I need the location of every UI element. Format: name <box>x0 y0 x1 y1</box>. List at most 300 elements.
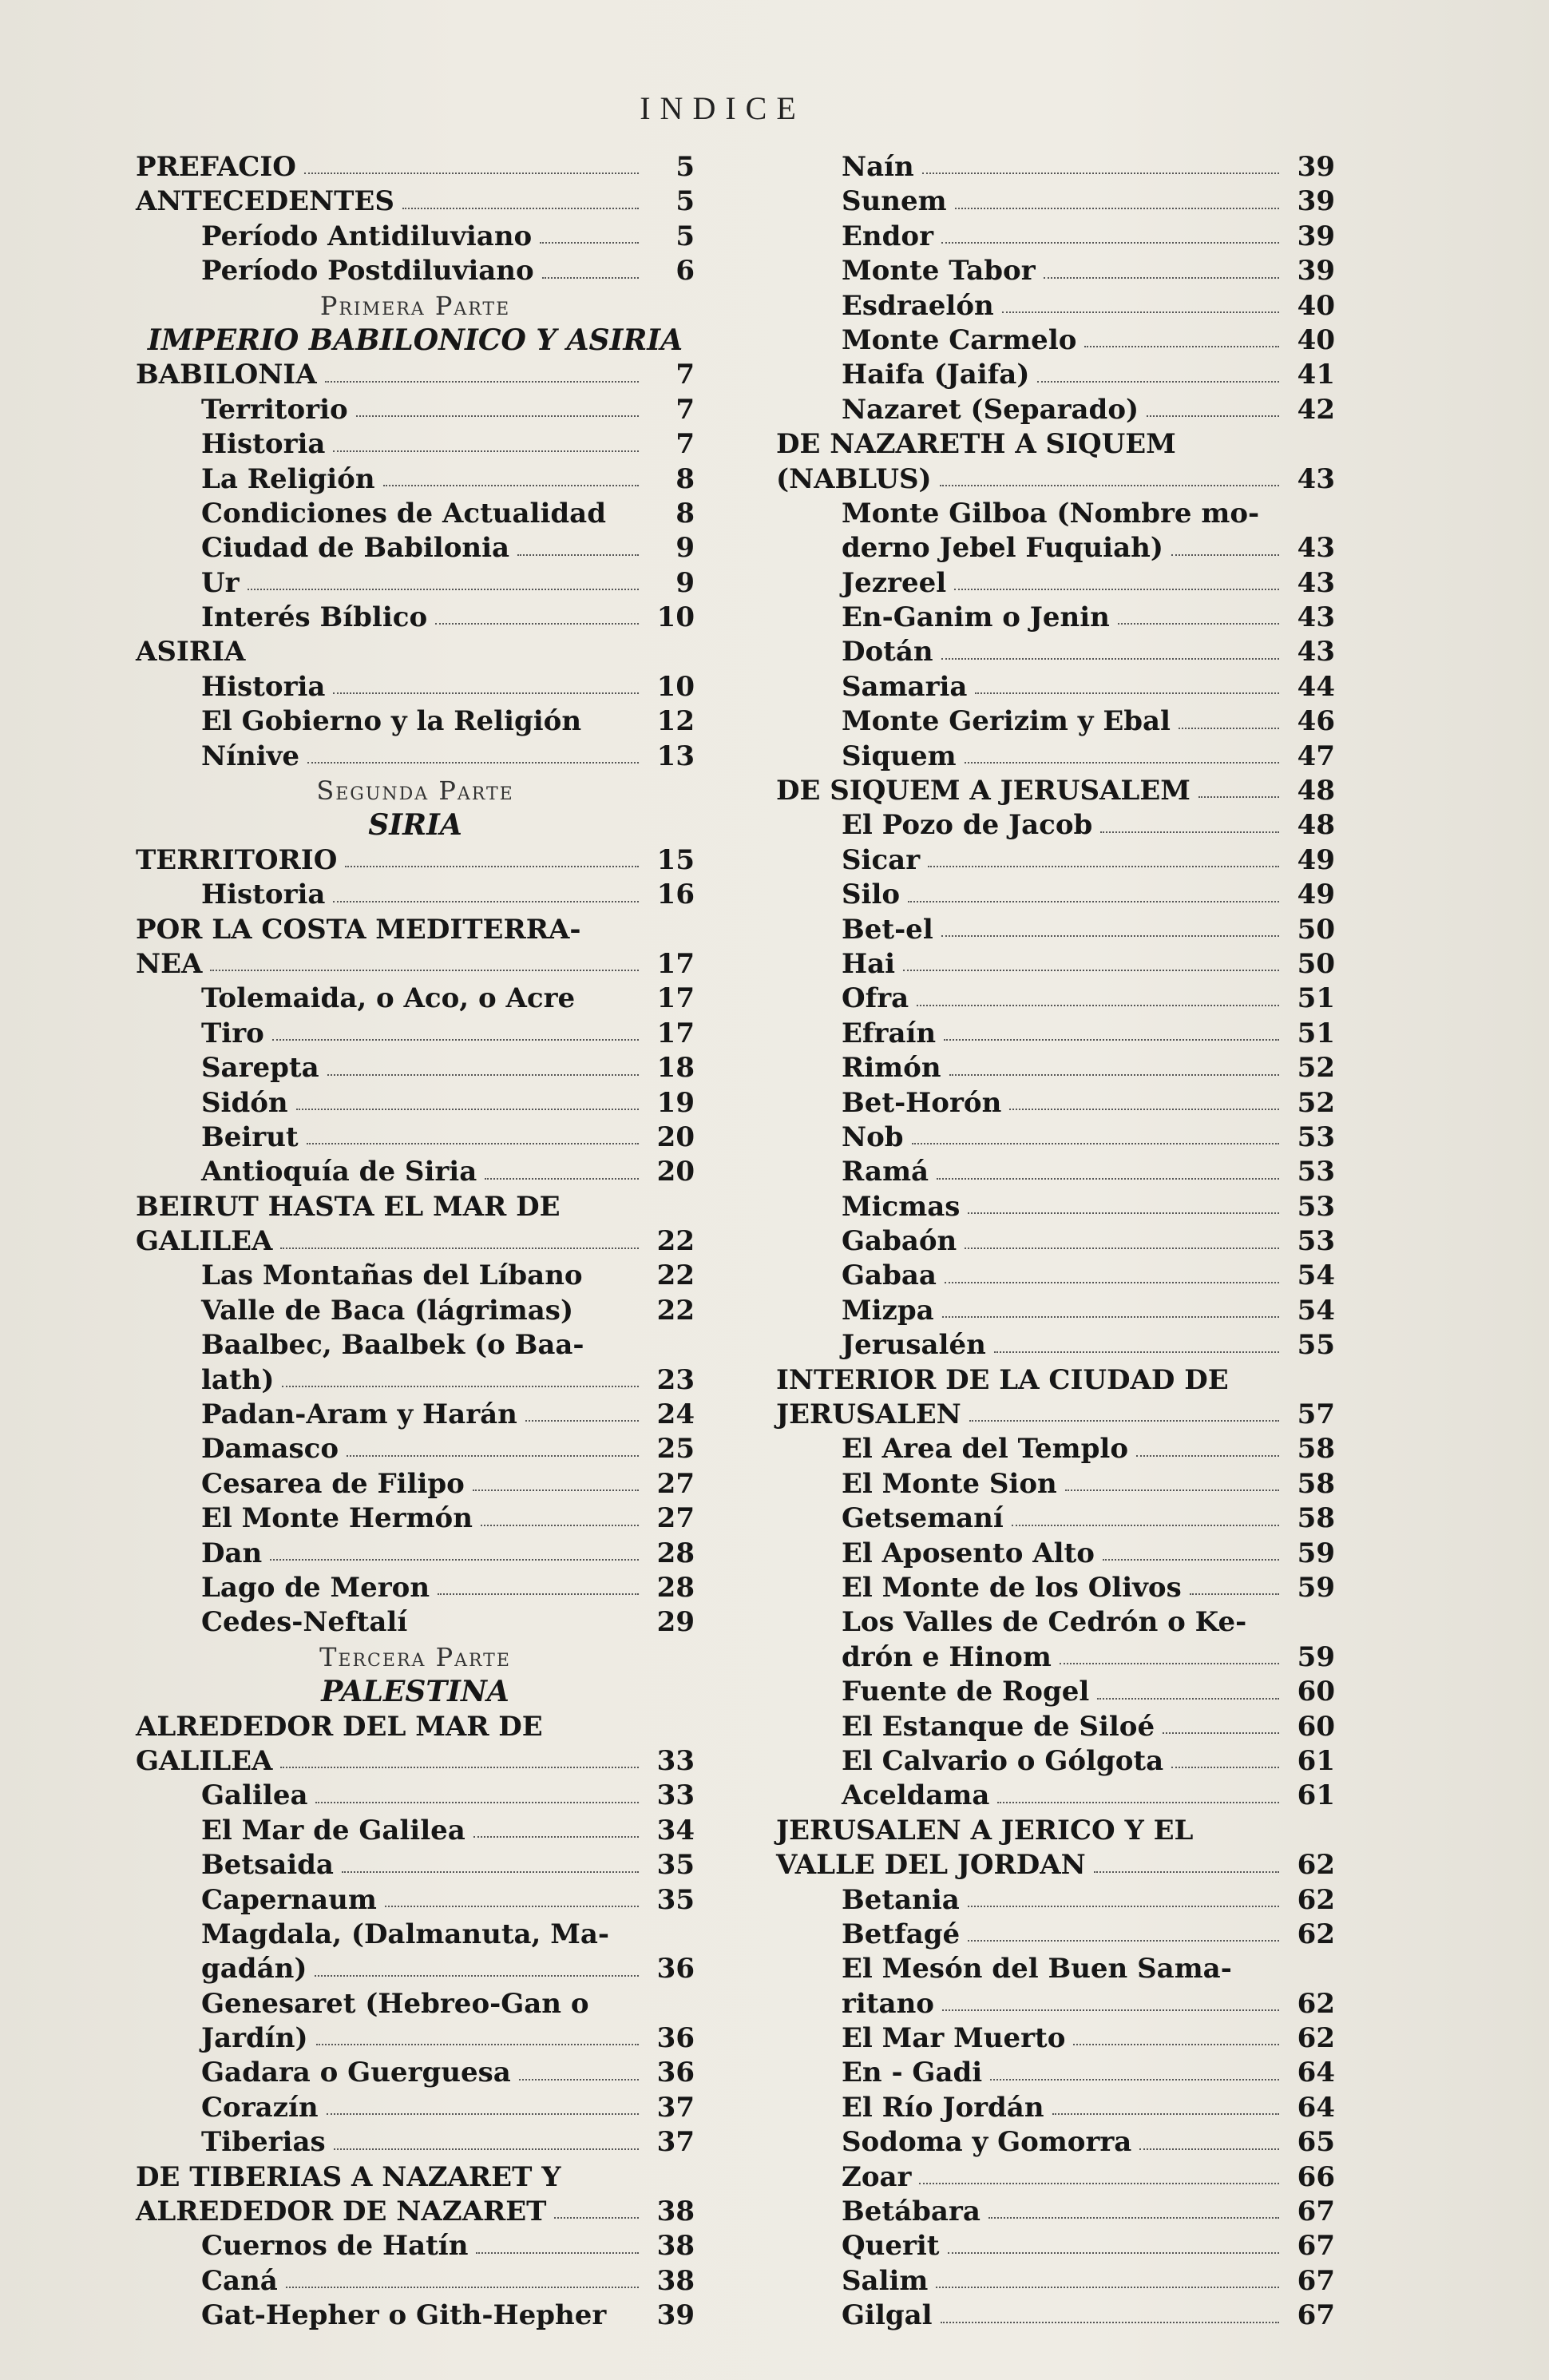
index-entry <box>776 1121 1335 1155</box>
entry-label: El Calvario o Gólgota <box>842 1744 1164 1777</box>
entry-label: Jardín) <box>201 2022 308 2055</box>
index-entry <box>776 2091 1335 2125</box>
dot-leader <box>345 866 639 867</box>
entry-label: BEIRUT HASTA EL MAR DE <box>136 1190 561 1223</box>
index-entry <box>776 947 1335 982</box>
index-section-heading <box>136 1190 695 1224</box>
entry-page-number: 54 <box>1297 1259 1335 1292</box>
entry-label: Haifa (Jaifa) <box>842 359 1030 391</box>
index-entry <box>776 704 1335 739</box>
entry-page-number: 62 <box>1297 1918 1335 1950</box>
part-label <box>136 289 695 323</box>
entry-label: Bet-Horón <box>842 1086 1002 1119</box>
entry-label: El Area del Templo <box>842 1433 1128 1466</box>
dot-leader <box>949 1074 1279 1076</box>
entry-label: Dan <box>201 1537 263 1569</box>
entry-label: El Mesón del Buen Sama- <box>842 1953 1232 1985</box>
dot-leader <box>333 692 639 694</box>
entry-label: Sicar <box>842 843 921 876</box>
index-section-heading <box>776 1398 1335 1432</box>
entry-page-number: 10 <box>656 670 695 703</box>
entry-label: NEA <box>136 947 203 980</box>
dot-leader <box>994 1351 1279 1353</box>
index-entry <box>776 1987 1335 2021</box>
dot-leader <box>919 2183 1279 2184</box>
entry-page-number: 10 <box>656 601 695 634</box>
entry-label: Territorio <box>201 393 348 426</box>
index-section-heading <box>136 2160 695 2195</box>
entry-label: Fuente de Rogel <box>842 1676 1090 1708</box>
dot-leader <box>965 1248 1279 1249</box>
index-entry <box>776 150 1335 184</box>
index-entry <box>776 1467 1335 1501</box>
dot-leader <box>945 1282 1279 1283</box>
entry-page-number: 17 <box>656 1017 695 1049</box>
entry-page-number: 17 <box>656 982 695 1015</box>
dot-leader <box>1163 1732 1279 1734</box>
entry-label: Endor <box>842 220 933 252</box>
entry-label: ANTECEDENTES <box>136 185 394 218</box>
dot-leader <box>385 1906 639 1907</box>
entry-label: Nob <box>842 1121 904 1153</box>
index-entry <box>776 1571 1335 1605</box>
entry-label: Caná <box>201 2264 278 2297</box>
entry-page-number: 8 <box>675 462 695 495</box>
part-title <box>136 1675 695 1709</box>
entry-label: El Gobierno y la Religión <box>201 705 582 738</box>
index-entry <box>776 843 1335 878</box>
entry-page-number: 19 <box>656 1086 695 1119</box>
dot-leader <box>315 1975 639 1977</box>
dot-leader <box>1052 2113 1279 2115</box>
entry-page-number: 5 <box>675 150 695 183</box>
index-entry <box>776 1259 1335 1294</box>
entry-label: Silo <box>842 879 901 911</box>
entry-page-number: 60 <box>1297 1676 1335 1708</box>
dot-leader <box>937 1178 1279 1180</box>
dot-leader <box>1094 1871 1279 1873</box>
entry-page-number: 43 <box>1297 601 1335 634</box>
entry-label: El Pozo de Jacob <box>842 809 1093 842</box>
index-entry <box>136 427 695 462</box>
entry-label: El Río Jordán <box>842 2091 1044 2124</box>
entry-page-number: 38 <box>656 2264 695 2297</box>
entry-label: DE SIQUEM A JERUSALEM <box>776 775 1190 807</box>
dot-leader <box>1198 796 1279 798</box>
part-title <box>136 808 695 843</box>
entry-label: Bet-el <box>842 913 933 946</box>
index-entry <box>776 1155 1335 1189</box>
entry-label: POR LA COSTA MEDITERRA- <box>136 913 581 946</box>
index-section-heading <box>136 913 695 947</box>
entry-label: VALLE DEL JORDAN <box>776 1849 1086 1882</box>
entry-page-number: 43 <box>1297 532 1335 565</box>
dot-leader <box>936 2287 1279 2288</box>
dot-leader <box>1171 1767 1279 1768</box>
index-entry <box>136 1017 695 1051</box>
index-entry <box>776 1710 1335 1744</box>
entry-label: drón e Hinom <box>842 1640 1052 1673</box>
entry-label: Ofra <box>842 982 909 1015</box>
index-entry <box>136 1501 695 1536</box>
index-entry <box>136 462 695 497</box>
entry-page-number: 55 <box>1297 1329 1335 1362</box>
dot-leader <box>942 1316 1279 1318</box>
index-section-heading <box>136 184 695 219</box>
entry-label: Jerusalén <box>842 1329 986 1362</box>
entry-label: Betfagé <box>842 1918 961 1950</box>
index-section-heading <box>136 635 695 669</box>
entry-page-number: 27 <box>656 1467 695 1500</box>
dot-leader <box>333 901 639 902</box>
entry-page-number: 51 <box>1297 982 1335 1015</box>
dot-leader <box>1065 1489 1279 1491</box>
index-entry <box>136 1987 695 2021</box>
dot-leader <box>473 1836 639 1838</box>
entry-page-number: 59 <box>1297 1640 1335 1673</box>
entry-page-number: 49 <box>1297 879 1335 911</box>
entry-page-number: 37 <box>656 2126 695 2159</box>
index-entry <box>776 1675 1335 1709</box>
entry-label: Damasco <box>201 1433 339 1466</box>
dot-leader <box>928 866 1279 867</box>
entry-page-number: 61 <box>1297 1744 1335 1777</box>
entry-label: El Mar de Galilea <box>201 1814 465 1846</box>
entry-label: Período Postdiluviano <box>201 255 534 288</box>
dot-leader <box>975 692 1279 694</box>
index-entry <box>136 2125 695 2160</box>
entry-label: Cesarea de Filipo <box>201 1467 465 1500</box>
dot-leader <box>1060 1663 1279 1664</box>
entry-label: Hai <box>842 947 896 980</box>
entry-page-number: 52 <box>1297 1086 1335 1119</box>
index-section-heading <box>136 947 695 982</box>
entry-label: Getsemaní <box>842 1502 1004 1535</box>
index-entry <box>136 982 695 1016</box>
index-entry <box>776 1918 1335 1952</box>
index-entry <box>136 670 695 704</box>
index-entry <box>776 1294 1335 1328</box>
entry-page-number: 20 <box>656 1156 695 1188</box>
entry-page-number: 43 <box>1297 566 1335 599</box>
dot-leader <box>1002 311 1279 313</box>
entry-label: (NABLUS) <box>776 462 932 495</box>
index-section-heading <box>776 1363 1335 1398</box>
entry-label: Gilgal <box>842 2299 933 2332</box>
dot-leader <box>990 2079 1279 2081</box>
dot-leader <box>481 1525 639 1526</box>
index-entry <box>776 1537 1335 1571</box>
entry-page-number: 66 <box>1297 2160 1335 2193</box>
index-entry <box>776 1501 1335 1536</box>
entry-label: Esdraelón <box>842 289 994 322</box>
entry-page-number: 67 <box>1297 2264 1335 2297</box>
entry-label: IMPERIO BABILONICO Y ASIRIA <box>147 323 683 357</box>
entry-page-number: 9 <box>675 532 695 565</box>
entry-page-number: 42 <box>1297 393 1335 426</box>
index-entry <box>776 1779 1335 1813</box>
entry-label: Gabaa <box>842 1259 937 1292</box>
index-entry <box>136 1432 695 1466</box>
entry-page-number: 60 <box>1297 1710 1335 1743</box>
entry-label: Ciudad de Babilonia <box>201 532 510 565</box>
entry-label: El Estanque de Siloé <box>842 1710 1155 1743</box>
dot-leader <box>517 554 639 556</box>
entry-page-number: 58 <box>1297 1433 1335 1466</box>
entry-page-number: 16 <box>656 879 695 911</box>
entry-page-number: 51 <box>1297 1017 1335 1049</box>
dot-leader <box>1012 1525 1279 1526</box>
index-entry <box>776 808 1335 843</box>
index-entry <box>136 2056 695 2090</box>
entry-page-number: 25 <box>656 1433 695 1466</box>
entry-page-number: 22 <box>656 1225 695 1258</box>
part-label <box>136 774 695 808</box>
entry-label: El Mar Muerto <box>842 2022 1066 2055</box>
index-entry <box>136 1259 695 1294</box>
index-entry <box>776 913 1335 947</box>
entry-label: INTERIOR DE LA CIUDAD DE <box>776 1363 1229 1396</box>
index-entry <box>136 1779 695 1813</box>
dot-leader <box>315 1802 639 1803</box>
dot-leader <box>1009 1109 1279 1110</box>
index-entry <box>136 497 695 531</box>
entry-page-number: 40 <box>1297 289 1335 322</box>
index-entry <box>776 531 1335 565</box>
entry-page-number: 5 <box>675 185 695 218</box>
entry-page-number: 64 <box>1297 2057 1335 2089</box>
index-entry <box>136 704 695 739</box>
entry-page-number: 12 <box>656 705 695 738</box>
entry-page-number: 36 <box>656 2022 695 2055</box>
entry-label: Tiro <box>201 1017 264 1049</box>
index-section-heading <box>136 843 695 878</box>
entry-label: Galilea <box>201 1779 308 1812</box>
dot-leader <box>325 381 639 383</box>
index-entry <box>136 1294 695 1328</box>
index-entry <box>136 1328 695 1363</box>
entry-label: PREFACIO <box>136 150 296 183</box>
entry-label: Lago de Meron <box>201 1572 430 1604</box>
index-entry <box>776 184 1335 219</box>
dot-leader <box>912 1143 1279 1144</box>
entry-page-number: 62 <box>1297 1883 1335 1916</box>
entry-label: Monte Gerizim y Ebal <box>842 705 1171 738</box>
dot-leader <box>327 1074 639 1076</box>
index-section-heading <box>136 150 695 184</box>
index-section-heading <box>776 774 1335 808</box>
index-entry <box>136 601 695 635</box>
entry-label: Segunda Parte <box>316 775 514 807</box>
entry-label: Condiciones de Actualidad <box>201 497 606 530</box>
dot-leader <box>270 1559 639 1561</box>
entry-page-number: 39 <box>1297 185 1335 218</box>
index-entry <box>136 1952 695 1986</box>
entry-page-number: 35 <box>656 1883 695 1916</box>
dot-leader <box>1100 831 1279 833</box>
entry-page-number: 67 <box>1297 2230 1335 2263</box>
index-entry <box>776 1952 1335 1986</box>
index-entry <box>776 393 1335 427</box>
entry-label: ASIRIA <box>136 636 246 668</box>
index-entry <box>136 1121 695 1155</box>
entry-page-number: 43 <box>1297 636 1335 668</box>
index-entry <box>776 2264 1335 2299</box>
entry-page-number: 29 <box>656 1606 695 1639</box>
dot-leader <box>248 589 639 590</box>
entry-page-number: 22 <box>656 1259 695 1292</box>
entry-label: Magdala, (Dalmanuta, Ma- <box>201 1918 610 1950</box>
index-section-heading <box>776 462 1335 497</box>
index-entry <box>136 1398 695 1432</box>
dot-leader <box>941 2322 1279 2323</box>
dot-leader <box>282 1386 639 1387</box>
dot-leader <box>948 2252 1279 2254</box>
entry-page-number: 13 <box>656 740 695 772</box>
index-entry <box>776 982 1335 1016</box>
dot-leader <box>347 1455 639 1457</box>
entry-page-number: 24 <box>656 1398 695 1431</box>
entry-label: Interés Bíblico <box>201 601 428 634</box>
entry-label: Dotán <box>842 636 933 668</box>
entry-label: Período Antidiluviano <box>201 220 533 252</box>
entry-page-number: 53 <box>1297 1121 1335 1153</box>
entry-label: Tercera Parte <box>319 1641 511 1672</box>
entry-page-number: 53 <box>1297 1225 1335 1258</box>
entry-page-number: 28 <box>656 1537 695 1569</box>
entry-label: Rimón <box>842 1052 941 1085</box>
dot-leader <box>438 1593 639 1595</box>
dot-leader <box>525 1420 639 1422</box>
entry-page-number: 9 <box>675 566 695 599</box>
dot-leader <box>286 2287 639 2288</box>
entry-page-number: 44 <box>1297 670 1335 703</box>
index-entry <box>776 1328 1335 1363</box>
dot-leader <box>485 1178 639 1180</box>
dot-leader <box>307 1143 639 1144</box>
dot-leader <box>942 2009 1279 2011</box>
entry-label: Cedes-Neftalí <box>201 1606 408 1639</box>
dot-leader <box>554 2217 639 2219</box>
entry-label: Betania <box>842 1883 960 1916</box>
entry-label: Monte Gilboa (Nombre mo- <box>842 497 1260 530</box>
dot-leader <box>968 1940 1279 1942</box>
dot-leader <box>1147 415 1279 417</box>
entry-page-number: 38 <box>656 2230 695 2263</box>
entry-label: SIRIA <box>368 808 462 843</box>
entry-label: Gabaón <box>842 1225 957 1258</box>
index-entry <box>136 1537 695 1571</box>
entry-page-number: 53 <box>1297 1190 1335 1223</box>
entry-page-number: 50 <box>1297 947 1335 980</box>
dot-leader <box>955 208 1279 209</box>
dot-leader <box>1037 381 1279 383</box>
index-entry <box>136 878 695 912</box>
entry-label: Antioquía de Siria <box>201 1156 477 1188</box>
dot-leader <box>968 1906 1279 1907</box>
entry-page-number: 8 <box>675 497 695 530</box>
entry-label: ritano <box>842 1987 934 2020</box>
entry-label: DE TIBERIAS A NAZARET Y <box>136 2160 561 2193</box>
entry-label: En - Gadi <box>842 2057 983 2089</box>
entry-page-number: 61 <box>1297 1779 1335 1812</box>
entry-label: Betsaida <box>201 1849 334 1882</box>
index-column-right <box>776 150 1335 2334</box>
entry-page-number: 46 <box>1297 705 1335 738</box>
dot-leader <box>922 173 1279 174</box>
dot-leader <box>903 970 1279 971</box>
index-entry <box>776 254 1335 288</box>
dot-leader <box>917 1005 1279 1006</box>
index-section-heading <box>136 1224 695 1259</box>
index-entry <box>776 2160 1335 2195</box>
index-entry <box>776 2021 1335 2056</box>
index-entry <box>776 1640 1335 1675</box>
entry-label: ALREDEDOR DE NAZARET <box>136 2196 547 2228</box>
entry-label: Las Montañas del Líbano <box>201 1259 583 1292</box>
index-entry <box>776 1017 1335 1051</box>
entry-label: Tiberias <box>201 2126 326 2159</box>
index-section-heading <box>776 1814 1335 1848</box>
entry-label: Valle de Baca (lágrimas) <box>201 1294 574 1327</box>
dot-leader <box>272 1039 639 1041</box>
entry-label: Baalbec, Baalbek (o Baa- <box>201 1329 584 1362</box>
entry-label: Mizpa <box>842 1294 934 1327</box>
dot-leader <box>542 277 639 279</box>
dot-leader <box>1097 1698 1279 1700</box>
entry-label: Querit <box>842 2230 940 2263</box>
index-section-heading <box>136 358 695 392</box>
index-entry <box>776 878 1335 912</box>
entry-page-number: 62 <box>1297 1987 1335 2020</box>
entry-label: Sunem <box>842 185 947 218</box>
dot-leader <box>941 242 1279 244</box>
index-entry <box>776 1190 1335 1224</box>
entry-page-number: 53 <box>1297 1156 1335 1188</box>
index-entry <box>776 1883 1335 1918</box>
dot-leader <box>954 589 1279 590</box>
entry-label: Nazaret (Separado) <box>842 393 1139 426</box>
index-entry <box>776 323 1335 358</box>
entry-page-number: 59 <box>1297 1537 1335 1569</box>
entry-page-number: 58 <box>1297 1467 1335 1500</box>
index-entry <box>136 220 695 254</box>
entry-label: Ramá <box>842 1156 929 1188</box>
entry-label: BABILONIA <box>136 359 317 391</box>
entry-page-number: 38 <box>656 2196 695 2228</box>
index-entry <box>136 2229 695 2263</box>
dot-leader <box>997 1802 1279 1803</box>
dot-leader <box>280 1767 639 1768</box>
entry-page-number: 62 <box>1297 2022 1335 2055</box>
entry-page-number: 47 <box>1297 740 1335 772</box>
index-section-heading <box>776 1848 1335 1882</box>
dot-leader <box>280 1248 639 1249</box>
entry-page-number: 54 <box>1297 1294 1335 1327</box>
entry-page-number: 39 <box>1297 220 1335 252</box>
index-entry <box>776 289 1335 323</box>
index-entry <box>776 2229 1335 2263</box>
entry-label: Monte Tabor <box>842 255 1036 288</box>
entry-page-number: 64 <box>1297 2091 1335 2124</box>
entry-label: Primera Parte <box>319 290 511 321</box>
index-section-heading <box>136 2195 695 2229</box>
entry-page-number: 49 <box>1297 843 1335 876</box>
dot-leader <box>1118 623 1279 625</box>
entry-page-number: 41 <box>1297 359 1335 391</box>
dot-leader <box>296 1109 639 1110</box>
entry-label: Sidón <box>201 1086 288 1119</box>
